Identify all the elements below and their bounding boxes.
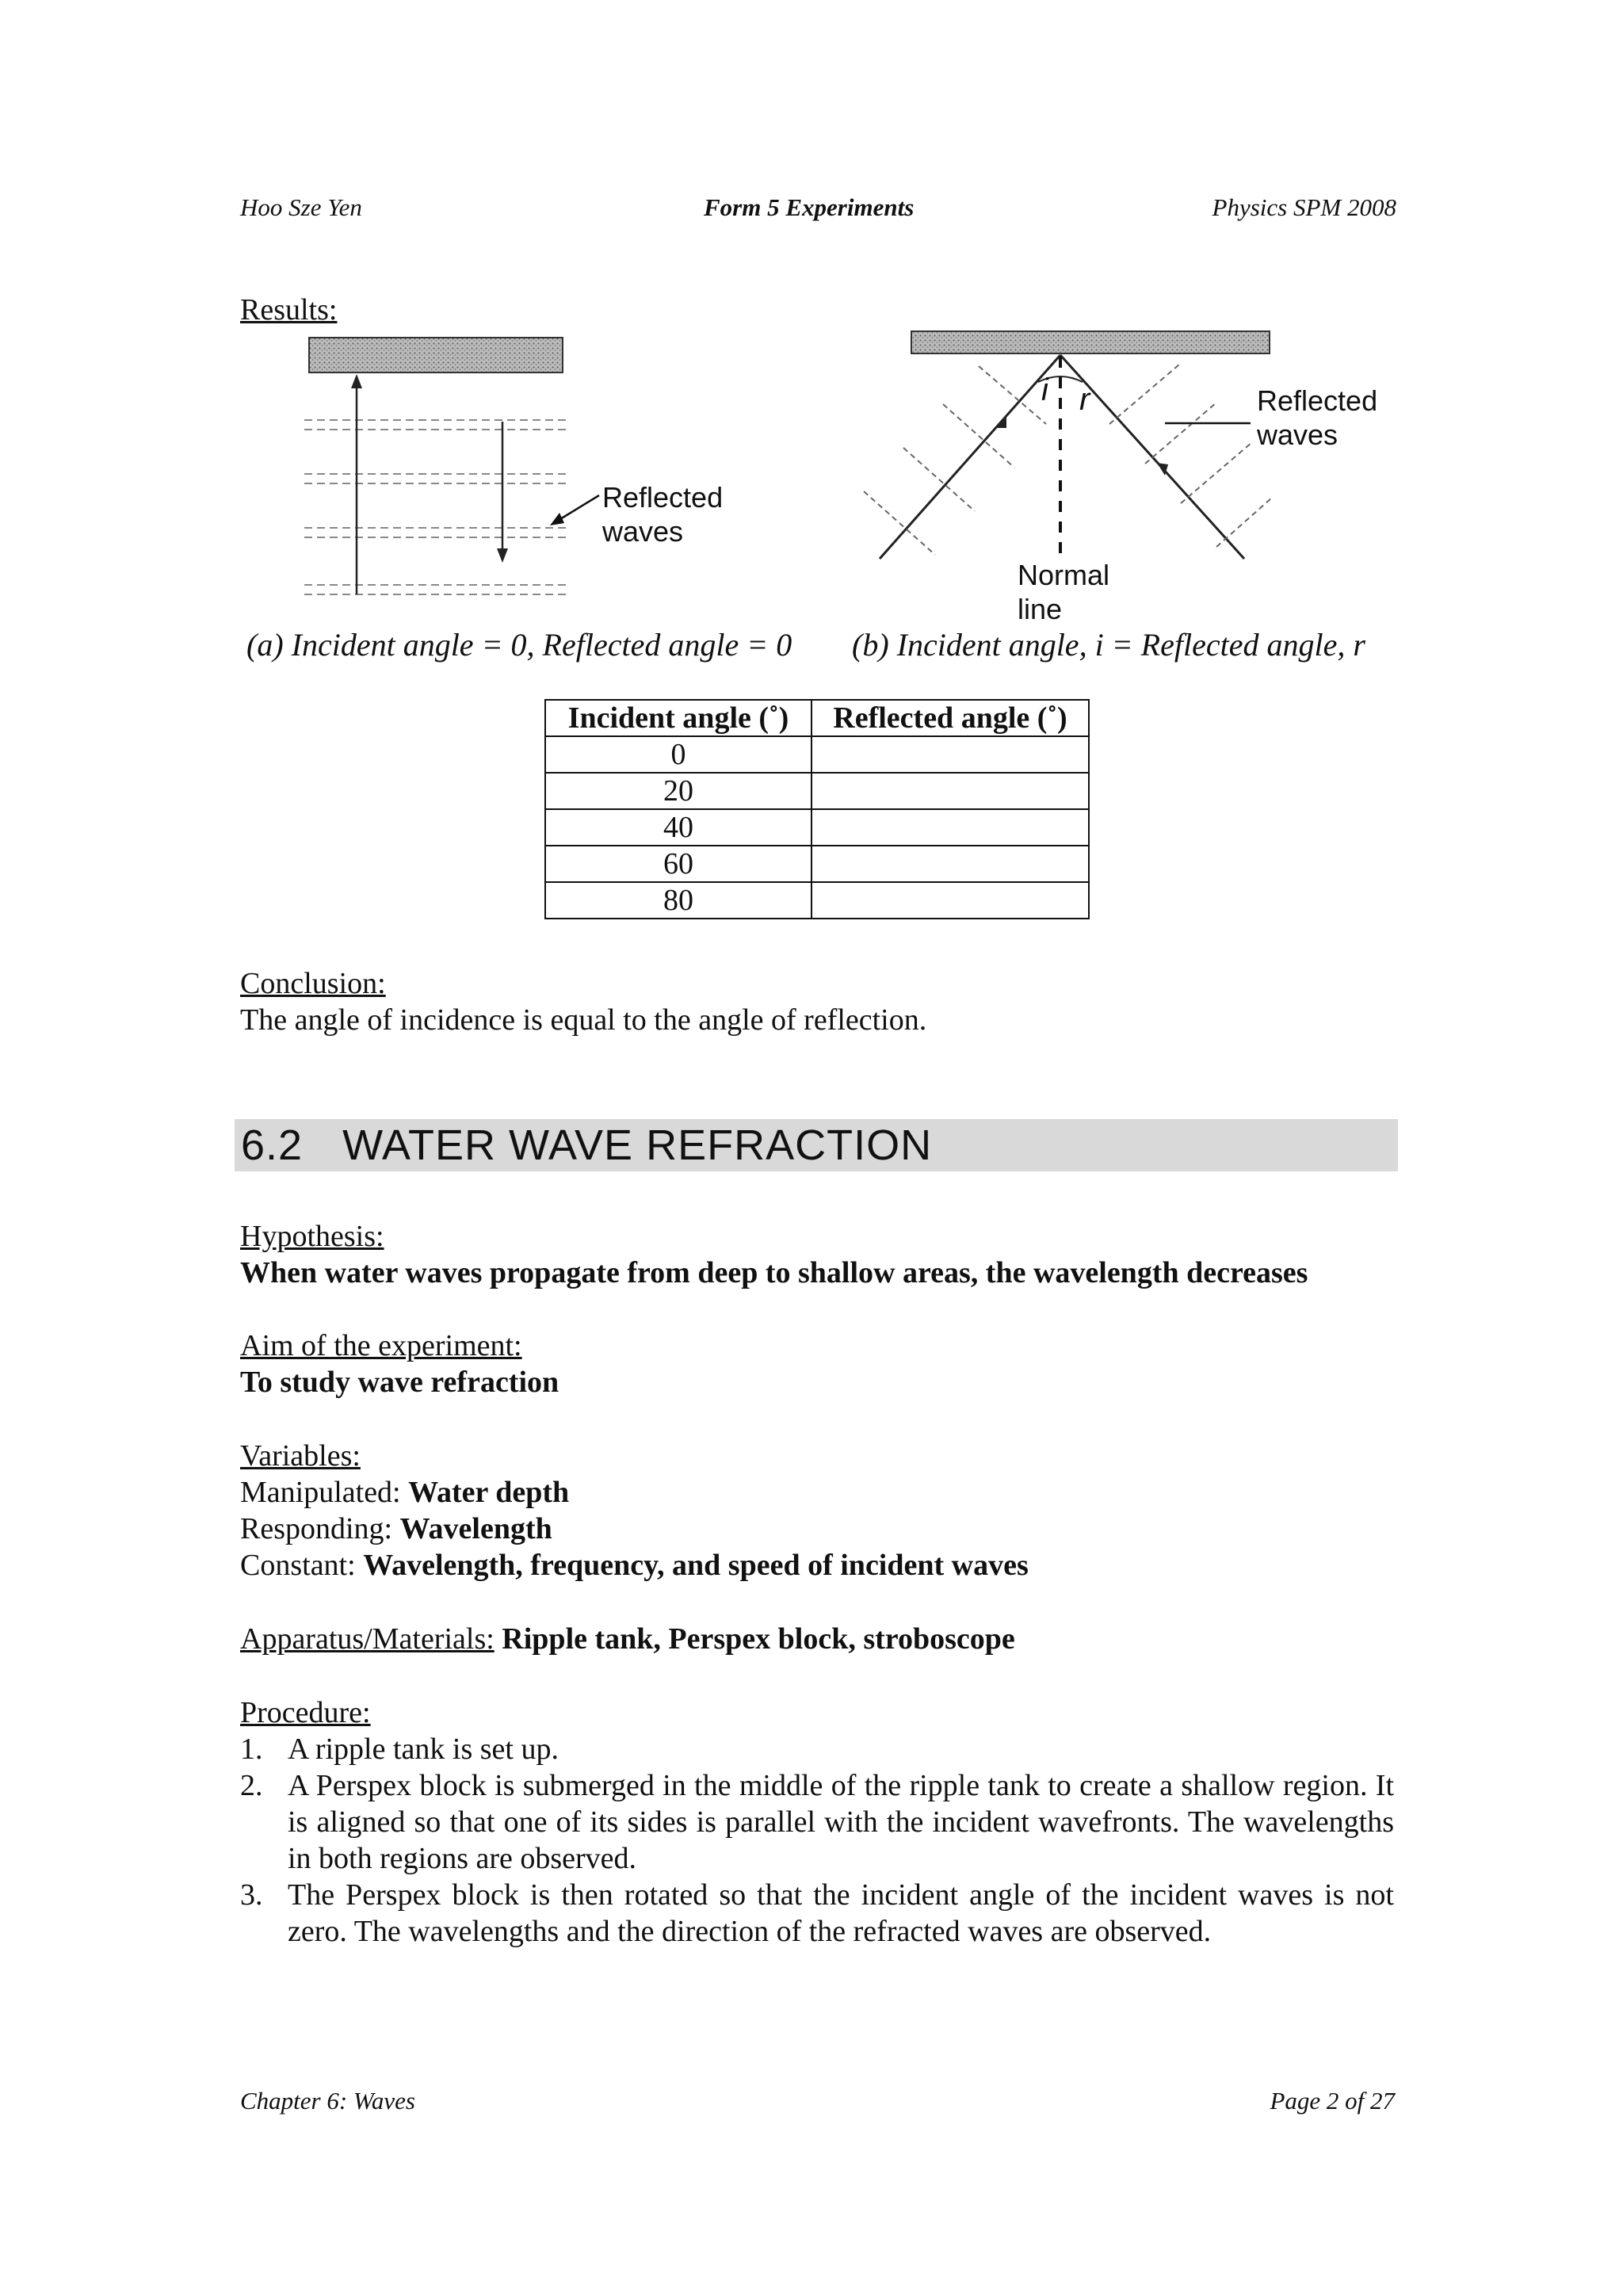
procedure-step (240, 1877, 1394, 1950)
variables-section (240, 1438, 1029, 1584)
procedure-list (240, 1731, 1394, 1950)
footer-page-number: Page 2 of 27 (1270, 2087, 1395, 2115)
table-header-reflected: Reflected angle (˚) (812, 700, 1089, 736)
step-text: A Perspex block is submerged in the middle of the ripple tank to create a shallow region. It is aligned so that one of its sides is parallel with the incident wavefronts. The wavelengths in both regions are observed. (288, 1769, 1394, 1875)
procedure-label: Procedure: (240, 1696, 371, 1729)
step-number: 2. (240, 1769, 263, 1802)
section-title: WATER WAVE REFRACTION (342, 1121, 933, 1169)
responding-label: Responding: (240, 1512, 400, 1545)
table-cell (812, 809, 1089, 846)
hypothesis-section (240, 1218, 1405, 1291)
figure-a-reflected-label: Reflected waves (602, 481, 724, 548)
manipulated-label: Manipulated: (240, 1476, 409, 1509)
table-cell (812, 882, 1089, 919)
hypothesis-text: When water waves propagate from deep to shallow areas, the wavelength decreases (240, 1256, 1308, 1289)
results-table (544, 699, 1090, 919)
conclusion-text: The angle of incidence is equal to the angle of reflection. (240, 1003, 927, 1037)
figure-a-normal-reflection (295, 333, 754, 610)
table-cell: 0 (545, 736, 812, 773)
table-row (545, 736, 1089, 773)
variable-constant (240, 1547, 1029, 1584)
table-header-row (545, 700, 1089, 736)
table-cell (812, 846, 1089, 882)
apparatus-text: Ripple tank, Perspex block, stroboscope (494, 1622, 1015, 1656)
header-author: Hoo Sze Yen (240, 193, 362, 221)
barrier-b (911, 331, 1270, 353)
conclusion-label: Conclusion: (240, 967, 386, 1000)
step-number: 3. (240, 1878, 263, 1912)
figure-b-reflected-label: Reflected waves (1257, 384, 1378, 451)
step-text: A ripple tank is set up. (288, 1733, 559, 1766)
hypothesis-label: Hypothesis: (240, 1220, 384, 1253)
angle-r-label: r (1079, 382, 1090, 417)
apparatus-label: Apparatus/Materials: (240, 1622, 495, 1656)
constant-label: Constant: (240, 1549, 364, 1582)
figure-b-caption: (b) Incident angle, i = Reflected angle, r (852, 627, 1365, 663)
variable-manipulated (240, 1474, 1029, 1511)
results-label: Results: (240, 293, 338, 327)
table-cell: 20 (545, 773, 812, 809)
figure-a-caption: (a) Incident angle = 0, Reflected angle = 0 (246, 627, 792, 663)
angle-i-label: i (1041, 372, 1048, 407)
procedure-step (240, 1731, 1394, 1767)
conclusion-section (240, 965, 926, 1038)
variable-responding (240, 1511, 1029, 1547)
procedure-section (240, 1694, 1394, 1950)
table-cell: 80 (545, 882, 812, 919)
table-cell (812, 773, 1089, 809)
table-row (545, 809, 1089, 846)
header-course: Physics SPM 2008 (1212, 193, 1396, 221)
section-number: 6.2 (241, 1121, 304, 1169)
table-row (545, 846, 1089, 882)
footer-chapter: Chapter 6: Waves (240, 2087, 415, 2115)
manipulated-value: Water depth (408, 1476, 570, 1509)
apparatus-section (240, 1621, 1015, 1657)
responding-value: Wavelength (399, 1512, 552, 1545)
table-row (545, 773, 1089, 809)
aim-label: Aim of the experiment: (240, 1329, 522, 1362)
step-number: 1. (240, 1733, 263, 1766)
aim-text: To study wave refraction (240, 1366, 559, 1399)
aim-section (240, 1328, 559, 1400)
step-text: The Perspex block is then rotated so that the incident angle of the incident waves is not zero. The wavelengths and the direction of the refracted waves are observed. (288, 1878, 1394, 1948)
section-heading (241, 1119, 932, 1171)
header-title: Form 5 Experiments (704, 193, 915, 221)
procedure-step (240, 1767, 1394, 1877)
table-cell: 60 (545, 846, 812, 882)
constant-value: Wavelength, frequency, and speed of incident waves (363, 1549, 1029, 1582)
table-cell: 40 (545, 809, 812, 846)
variables-label: Variables: (240, 1439, 361, 1473)
normal-line-label: Normal line (1018, 559, 1110, 625)
table-row (545, 882, 1089, 919)
barrier-a (309, 338, 563, 372)
table-cell (812, 736, 1089, 773)
table-header-incident: Incident angle (˚) (545, 700, 812, 736)
figure-b-angled-reflection (848, 325, 1276, 563)
